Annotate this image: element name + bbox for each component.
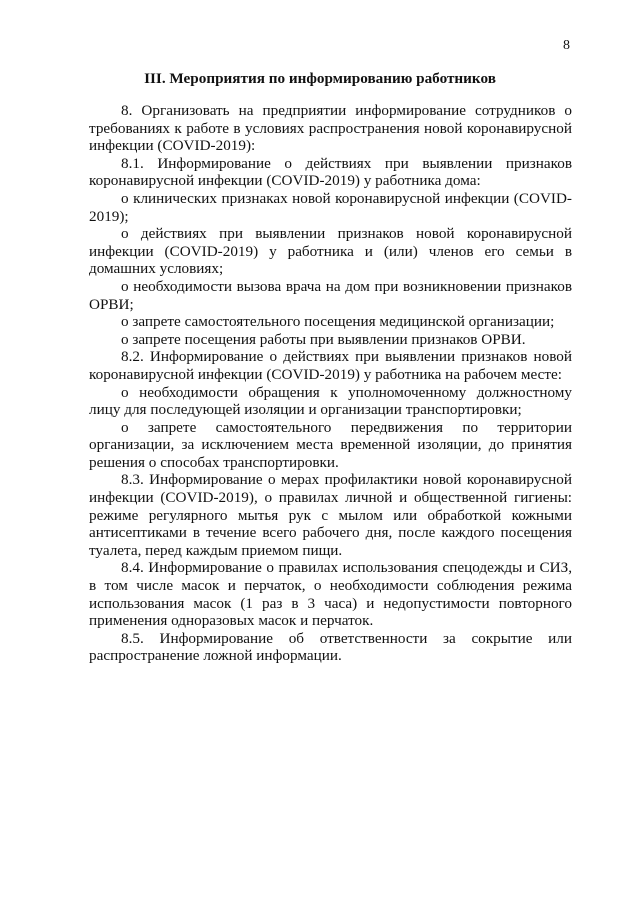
list-item: о запрете посещения работы при выявлении признаков ОРВИ. [121,330,526,348]
list-item: о запрете самостоятельного посещения медицинской организации; [121,313,555,331]
paragraph-8-1: 8.1. Информирование о действиях при выявлении признаков коронавирусной инфекции (COVID-2019) у работника дома: [89,154,572,190]
list-item: о запрете самостоятельного передвижения по территории организации, за исключением места временной изоляции, до принятия решения о способах транспортировки. [89,418,572,471]
section-heading: III. Мероприятия по информированию работников [144,70,496,87]
paragraph-8-5: 8.5. Информирование об ответственности за сокрытие или распространение ложной информации. [89,629,572,665]
list-item: о клинических признаках новой коронавирусной инфекции (COVID-2019); [89,189,572,225]
document-body [89,102,572,665]
list-item: о действиях при выявлении признаков новой коронавирусной инфекции (COVID-2019) у работника и (или) членов его семьи в домашних условиях; [89,225,572,278]
page-number: 8 [563,38,570,53]
paragraph-8-4: 8.4. Информирование о правилах использования спецодежды и СИЗ, в том числе масок и перчаток, о необходимости соблюдения режима использования масок (1 раз в 3 часа) и недопустимости повторного применения одноразовых масок и перчаток. [89,559,572,630]
list-item: о необходимости вызова врача на дом при возникновении признаков ОРВИ; [89,277,572,313]
paragraph-8-3: 8.3. Информирование о мерах профилактики новой коронавирусной инфекции (COVID-2019), о правилах личной и общественной гигиены: режиме регулярного мытья рук с мылом или обработкой кожными антисептиками в течение всего рабочего дня, после каждого посещения туалета, перед каждым приемом пищи. [89,471,572,559]
paragraph-8-2: 8.2. Информирование о действиях при выявлении признаков новой коронавирусной инфекции (COVID-2019) у работника на рабочем месте: [89,348,572,383]
paragraph-8: 8. Организовать на предприятии информирование сотрудников о требованиях к работе в условиях распространения новой коронавирусной инфекции (COVID-2019): [89,102,572,155]
list-item: о необходимости обращения к уполномоченному должностному лицу для последующей изоляции и организации транспортировки; [89,383,572,419]
